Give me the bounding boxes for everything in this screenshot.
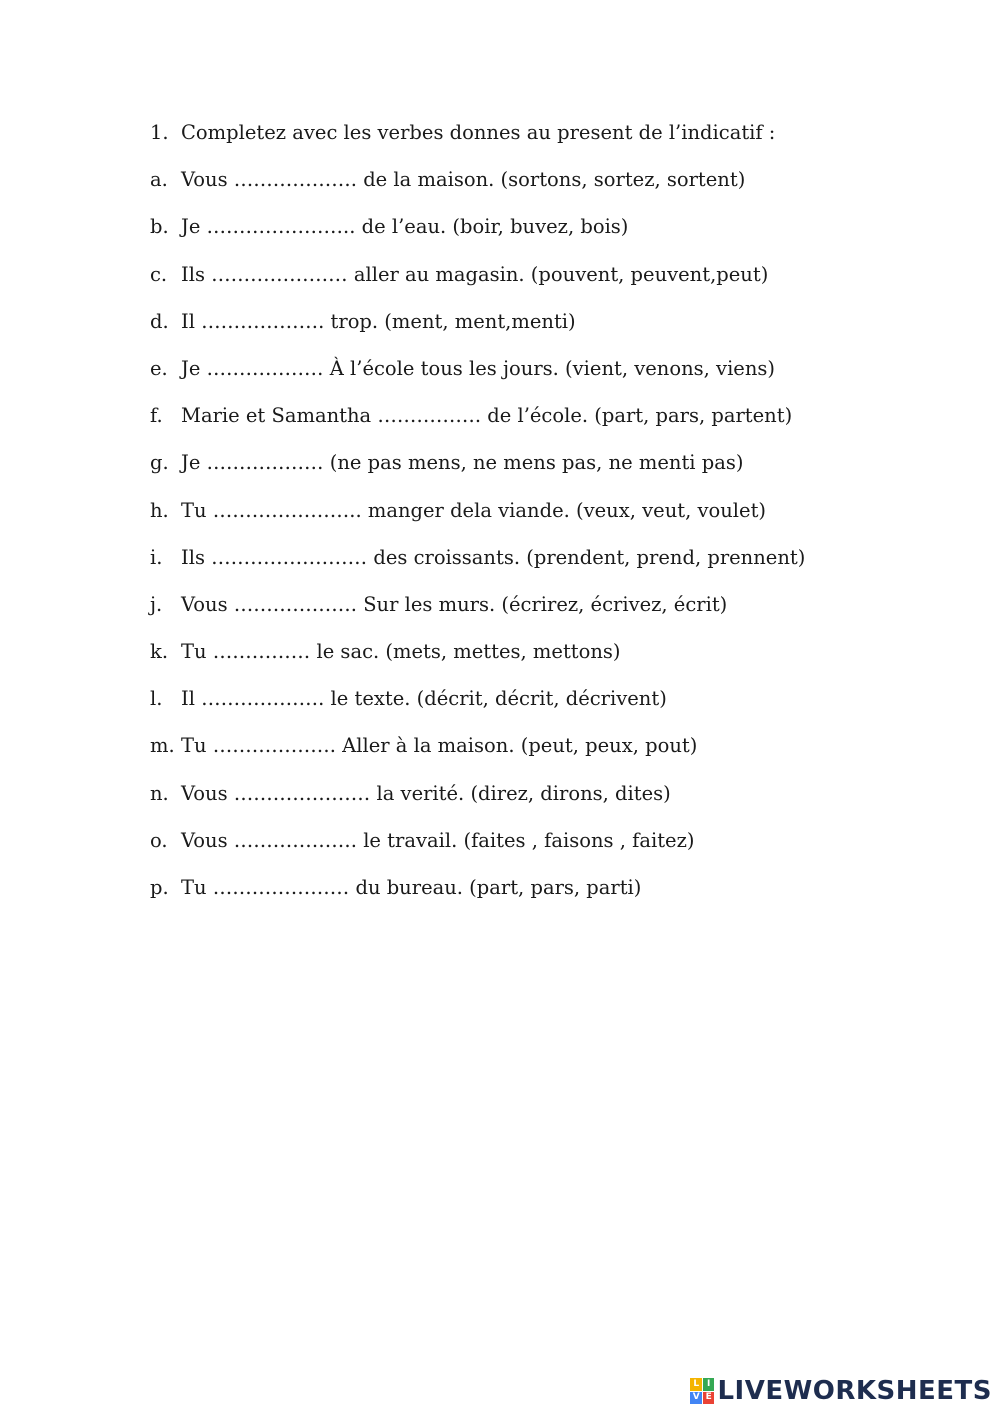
liveworksheets-logo-icon xyxy=(690,1378,714,1404)
list-item xyxy=(150,826,970,873)
instruction-number: 1. xyxy=(150,121,169,144)
item-letter: p. xyxy=(150,876,169,899)
list-item xyxy=(150,448,970,495)
list-item xyxy=(150,401,970,448)
instruction-line xyxy=(150,118,970,165)
item-sentence: Tu ………………. Aller à la maison. (peut, peux, pout) xyxy=(181,734,698,758)
list-item xyxy=(150,165,970,212)
item-letter: n. xyxy=(150,781,169,805)
item-letter: m. xyxy=(150,734,175,758)
list-item xyxy=(150,637,970,684)
list-item xyxy=(150,496,970,543)
list-item xyxy=(150,260,970,307)
item-sentence: Je ……………… (ne pas mens, ne mens pas, ne menti pas) xyxy=(181,451,744,475)
item-letter: k. xyxy=(150,640,169,664)
list-item xyxy=(150,543,970,590)
item-sentence: Je ……………… À l’école tous les jours. (vient, venons, viens) xyxy=(181,356,776,380)
instruction-text: Completez avec les verbes donnes au present de l’indicatif : xyxy=(181,121,776,144)
list-item xyxy=(150,779,970,826)
item-sentence: Tu ………………….. manger dela viande. (veux, veut, voulet) xyxy=(181,498,767,522)
item-sentence: Ils ………………… aller au magasin. (pouvent, peuvent,peut) xyxy=(181,262,769,286)
list-item xyxy=(150,873,970,920)
logo-wordmark: LIVEWORKSHEETS xyxy=(717,1376,992,1406)
item-letter: b. xyxy=(150,215,169,239)
item-letter: f. xyxy=(150,404,163,428)
item-letter: l. xyxy=(150,687,163,711)
list-item xyxy=(150,684,970,731)
logo-letter: V xyxy=(690,1392,702,1405)
item-sentence: Je ………………….. de l’eau. (boir, buvez, bois) xyxy=(181,215,629,239)
item-letter: h. xyxy=(150,498,169,522)
item-sentence: Marie et Samantha ……………. de l’école. (part, pars, partent) xyxy=(181,404,793,428)
item-sentence: Il ………………. le texte. (décrit, décrit, décrivent) xyxy=(181,687,667,711)
logo-letter: E xyxy=(703,1392,715,1405)
item-sentence: Vous ………………. le travail. (faites , faisons , faitez) xyxy=(181,828,695,852)
item-letter: a. xyxy=(150,168,168,192)
item-sentence: Il ………………. trop. (ment, ment,menti) xyxy=(181,309,576,333)
list-item xyxy=(150,307,970,354)
item-sentence: Vous ………………. Sur les murs. (écrirez, écrivez, écrit) xyxy=(181,592,728,616)
item-sentence: Vous ………………… la verité. (direz, dirons, dites) xyxy=(181,781,671,805)
item-letter: j. xyxy=(150,592,163,616)
item-letter: g. xyxy=(150,451,169,475)
item-letter: o. xyxy=(150,828,168,852)
item-sentence: Tu …………… le sac. (mets, mettes, mettons) xyxy=(181,640,621,664)
worksheet-body xyxy=(150,118,970,920)
item-sentence: Tu ………………… du bureau. (part, pars, parti) xyxy=(181,876,642,899)
exercise-list xyxy=(150,165,970,920)
item-letter: e. xyxy=(150,356,168,380)
list-item xyxy=(150,212,970,259)
item-letter: c. xyxy=(150,262,168,286)
list-item xyxy=(150,731,970,778)
list-item xyxy=(150,354,970,401)
logo-letter: L xyxy=(690,1378,702,1391)
item-sentence: Ils …………………… des croissants. (prendent, prend, prennent) xyxy=(181,545,806,569)
liveworksheets-logo xyxy=(690,1375,992,1407)
item-sentence: Vous ………………. de la maison. (sortons, sortez, sortent) xyxy=(181,168,746,192)
list-item xyxy=(150,590,970,637)
item-letter: i. xyxy=(150,545,163,569)
item-letter: d. xyxy=(150,309,169,333)
logo-letter: I xyxy=(703,1378,715,1391)
